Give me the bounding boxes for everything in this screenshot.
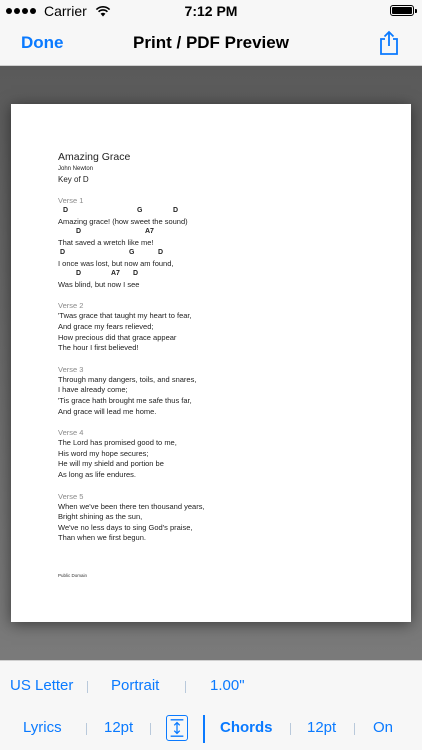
lyric-line: When we've been there ten thousand years, — [58, 501, 205, 511]
chord: D — [173, 207, 179, 214]
song-key: Key of D — [58, 175, 89, 184]
lyric-line: Amazing grace! (how sweet the sound) — [58, 216, 188, 226]
lyric-line: I once was lost, but now am found, — [58, 258, 174, 268]
pdf-preview-area[interactable] — [0, 66, 422, 660]
lyric-line: Was blind, but now I see — [58, 279, 140, 289]
chord: G — [137, 207, 143, 214]
separator — [290, 723, 291, 735]
lyrics-size-button[interactable]: 12pt — [104, 719, 134, 736]
lyric-line: And grace my fears relieved; — [58, 321, 154, 331]
pdf-page — [11, 104, 411, 622]
chord: D — [63, 207, 69, 214]
status-bar — [0, 0, 422, 22]
lyric-line: We've no less days to sing God's praise, — [58, 522, 193, 532]
line-spacing-icon[interactable] — [166, 715, 188, 741]
verse-label: Verse 4 — [58, 428, 84, 438]
verse-4 — [58, 427, 378, 480]
share-icon[interactable] — [378, 30, 400, 56]
bottom-toolbar — [0, 660, 422, 750]
status-time: 7:12 PM — [184, 3, 238, 19]
chord: D — [133, 270, 139, 278]
lyric-line: That saved a wretch like me! — [58, 237, 154, 247]
lyric-line: He will my shield and portion be — [58, 459, 164, 469]
lyric-line: Than when we first begun. — [58, 533, 146, 543]
chord: A7 — [111, 270, 120, 278]
verse-1 — [58, 195, 378, 290]
separator — [354, 723, 355, 735]
chords-size-button[interactable]: 12pt — [307, 719, 337, 736]
chord-line — [58, 269, 378, 280]
lyric-line: As long as life endures. — [58, 469, 136, 479]
done-button[interactable]: Done — [21, 33, 64, 52]
lyric-line: Through many dangers, toils, and snares, — [58, 374, 197, 384]
separator — [150, 723, 151, 735]
text-settings-row — [0, 715, 422, 745]
separator — [86, 723, 87, 735]
verse-label: Verse 2 — [58, 301, 84, 311]
nav-bar — [0, 22, 422, 66]
verse-label: Verse 1 — [58, 196, 84, 205]
lyric-line: The hour I first believed! — [58, 343, 139, 353]
lyric-line: Bright shining as the sun, — [58, 512, 143, 522]
separator — [87, 681, 88, 693]
chord-line — [58, 206, 378, 217]
battery-icon — [390, 5, 414, 16]
chords-on-button[interactable]: On — [373, 719, 394, 736]
song-sheet — [58, 150, 378, 544]
chord: G — [129, 249, 135, 257]
chord: D — [60, 249, 66, 257]
verse-2 — [58, 300, 378, 353]
paper-size-button[interactable]: US Letter — [10, 677, 74, 694]
margin-button[interactable]: 1.00" — [210, 677, 245, 694]
verse-5 — [58, 491, 378, 544]
chord: D — [158, 249, 164, 257]
separator — [203, 715, 205, 743]
copyright-text: Public Domain — [58, 573, 88, 578]
separator — [185, 681, 186, 693]
chords-toggle-button[interactable]: Chords — [220, 719, 273, 736]
song-title: Amazing Grace — [58, 151, 131, 163]
lyrics-toggle-button[interactable]: Lyrics — [23, 719, 62, 736]
orientation-button[interactable]: Portrait — [111, 677, 160, 694]
chord: D — [76, 270, 82, 278]
lyric-line: His word my hope secures; — [58, 448, 149, 458]
chord-line — [58, 248, 378, 259]
verse-label: Verse 5 — [58, 491, 84, 501]
carrier-label: Carrier — [44, 3, 87, 19]
song-author: John Newton — [58, 166, 94, 172]
verse-3 — [58, 364, 378, 417]
verse-label: Verse 3 — [58, 364, 84, 374]
lyric-line: I have already come; — [58, 385, 128, 395]
lyric-line: How precious did that grace appear — [58, 332, 177, 342]
page-settings-row — [0, 673, 422, 703]
lyric-line: And grace will lead me home. — [58, 406, 157, 416]
lyric-line: The Lord has promised good to me, — [58, 438, 177, 448]
lyric-line: 'Twas grace that taught my heart to fear, — [58, 311, 192, 321]
page-title: Print / PDF Preview — [133, 33, 289, 52]
chord: A7 — [145, 228, 154, 236]
chord-line — [58, 227, 378, 238]
chord: D — [76, 228, 82, 236]
lyric-line: 'Tis grace hath brought me safe thus far, — [58, 395, 192, 405]
